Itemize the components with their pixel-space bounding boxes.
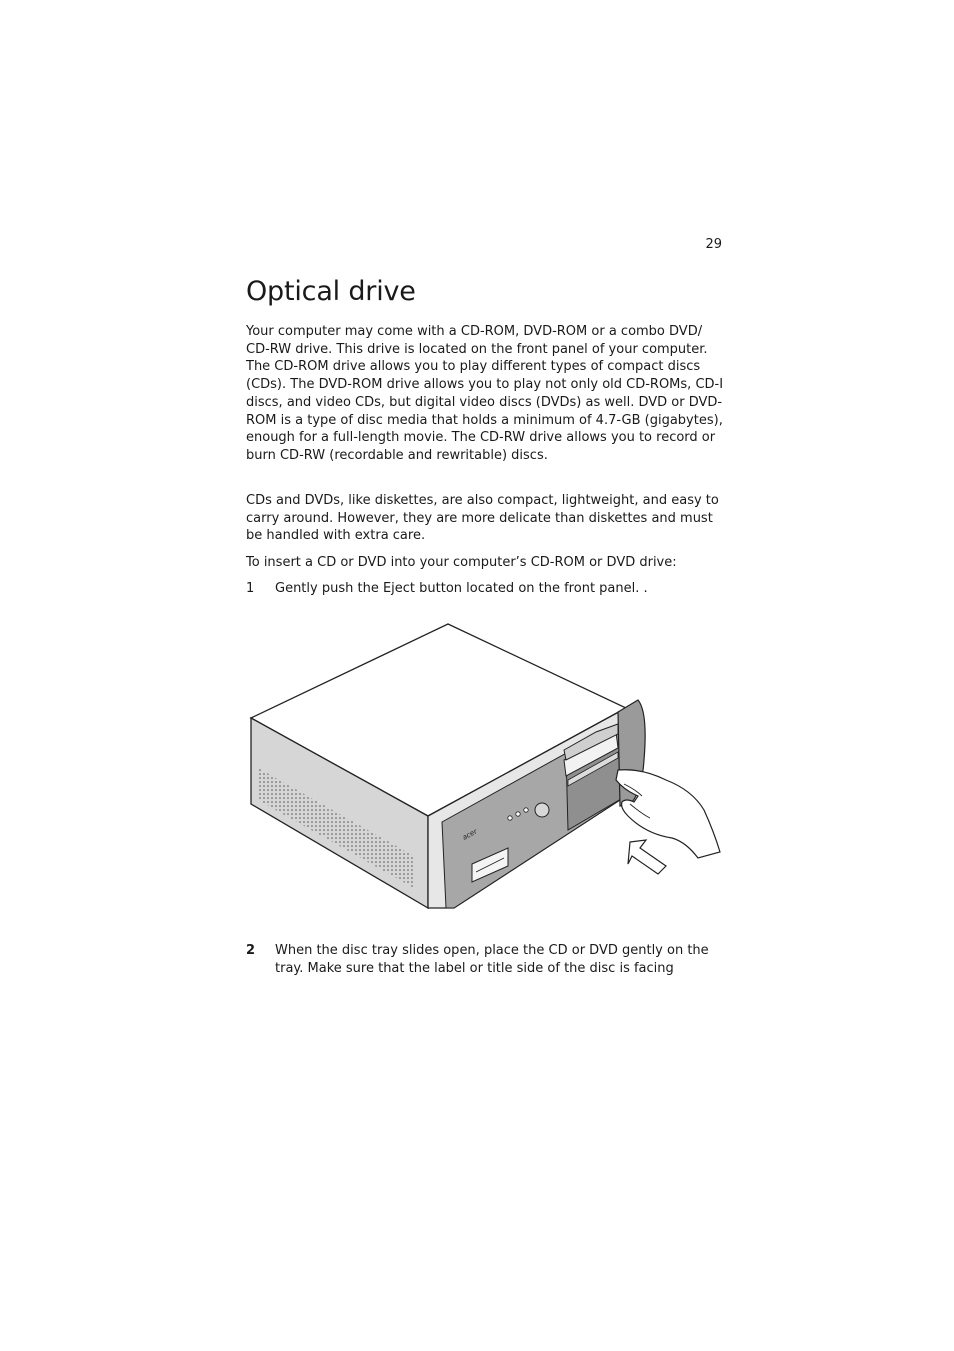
brand-logo: acer [461,827,479,842]
page-number: 29 [705,237,722,252]
step-number: 1 [246,581,255,596]
paragraph-instruction: To insert a CD or DVD into your computer’s CD-ROM or DVD drive: [246,555,677,570]
step-number: 2 [246,943,256,958]
power-button [535,803,549,817]
push-arrow-icon [628,840,666,874]
page-title: Optical drive [246,276,416,307]
step-text: When the disc tray slides open, place the CD or DVD gently on the tray. Make sure that the label or title side of the disc is facing [275,943,709,976]
step-text: Gently push the Eject button located on the front panel. . [275,581,648,596]
paragraph-intro: Your computer may come with a CD-ROM, DVD-ROM or a combo DVD/ CD-RW drive. This drive is located on the front panel of your computer. The CD-ROM drive allows you to play different types of compact discs (CDs). The DVD-ROM drive allows you to play not only old CD-ROMs, CD-I discs, and video CDs, but digital video discs (DVDs) as well. DVD or DVD-ROM is a type of disc media that holds a minimum of 4.7-GB (gigabytes), enough for a full-length movie. The CD-RW drive allows you to record or burn CD-RW (recordable and rewritable) discs. [246,324,724,463]
desktop-computer-eject-illustration [246,620,722,912]
paragraph-care: CDs and DVDs, like diskettes, are also compact, lightweight, and easy to carry around. However, they are more delicate than diskettes and must be handled with extra care. [246,493,719,544]
